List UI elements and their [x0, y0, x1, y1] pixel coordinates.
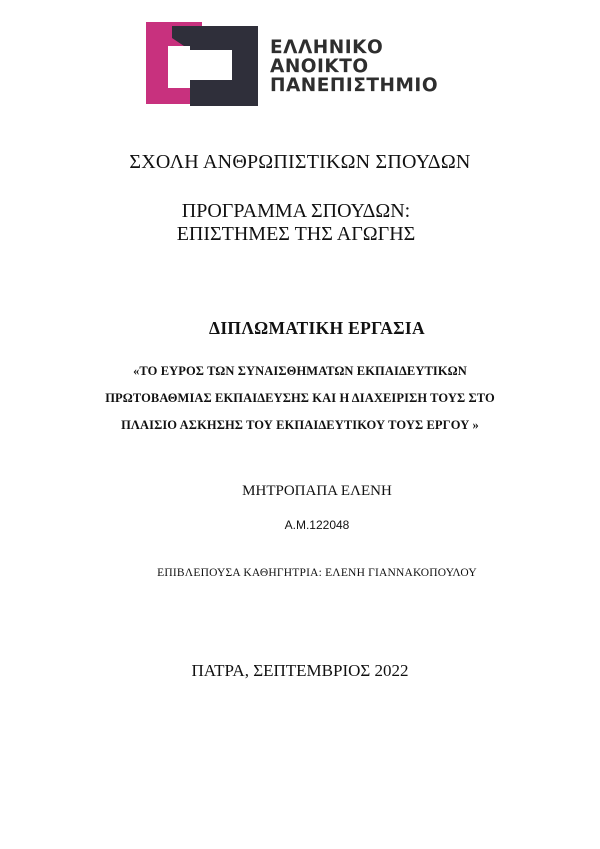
logo-line-2: ΑΝΟΙΚΤΟ	[270, 56, 369, 77]
program-line-2: ΕΠΙΣΤΗΜΕΣ ΤΗΣ ΑΓΩΓΗΣ	[176, 223, 416, 245]
logo-line-1: ΕΛΛΗΝΙΚΟ	[270, 37, 384, 58]
university-name	[270, 38, 438, 95]
university-logo	[142, 18, 472, 108]
title-line-2: ΠΡΩΤΟΒΑΘΜΙΑΣ ΕΚΠΑΙΔΕΥΣΗΣ ΚΑΙ Η ΔΙΑΧΕΙΡΙΣΗ ΤΟΥΣ ΣΤΟ	[105, 391, 495, 405]
eap-logo-mark-icon	[142, 18, 260, 108]
logo-line-3: ΠΑΝΕΠΙΣΤΗΜΙΟ	[270, 75, 439, 96]
thesis-title	[0, 358, 600, 439]
title-line-1: «ΤΟ ΕΥΡΟΣ ΤΩΝ ΣΥΝΑΙΣΘΗΜΑΤΩΝ ΕΚΠΑΙΔΕΥΤΙΚΩΝ	[133, 364, 467, 378]
place-date: ΠΑΤΡΑ, ΣΕΠΤΕΜΒΡΙΟΣ 2022	[191, 661, 409, 680]
title-line-3: ΠΛΑΙΣΙΟ ΑΣΚΗΣΗΣ ΤΟΥ ΕΚΠΑΙΔΕΥΤΙΚΟΥ ΤΟΥΣ ΕΡΓΟΥ »	[121, 418, 479, 432]
thesis-label: ΔΙΠΛΩΜΑΤΙΚΗ ΕΡΓΑΣΙΑ	[209, 318, 425, 338]
author-name: ΜΗΤΡΟΠΑΠΑ ΕΛΕΝΗ	[242, 483, 392, 499]
student-id: Α.Μ.122048	[284, 518, 350, 532]
supervisor: ΕΠΙΒΛΕΠΟΥΣΑ ΚΑΘΗΓΗΤΡΙΑ: ΕΛΕΝΗ ΓΙΑΝΝΑΚΟΠΟΥΛΟΥ	[157, 567, 477, 579]
school-name: ΣΧΟΛΗ ΑΝΘΡΩΠΙΣΤΙΚΩΝ ΣΠΟΥΔΩΝ	[129, 151, 471, 173]
study-program	[0, 200, 596, 246]
program-line-1: ΠΡΟΓΡΑΜΜΑ ΣΠΟΥΔΩΝ:	[181, 200, 411, 222]
